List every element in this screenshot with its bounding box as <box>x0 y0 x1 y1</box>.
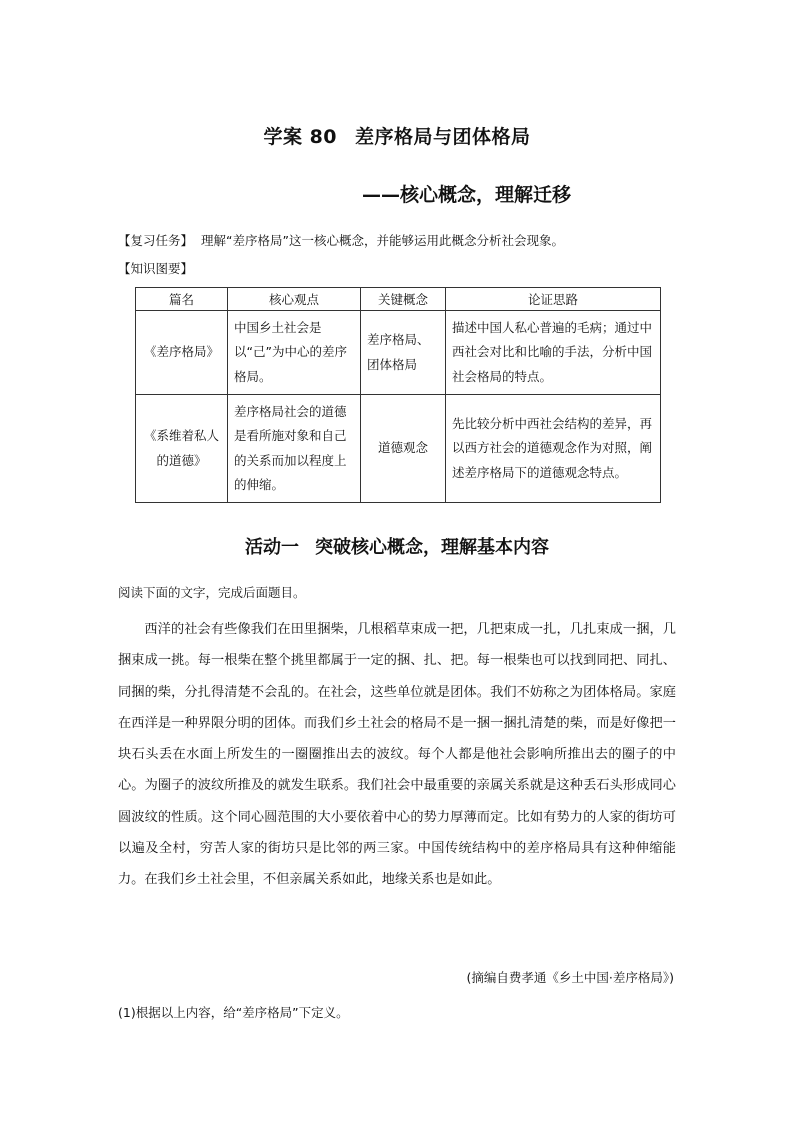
reading-instruction: 阅读下面的文字，完成后面题目。 <box>118 585 306 600</box>
table-header-row <box>136 288 661 311</box>
reading-passage: 西洋的社会有些像我们在田里捆柴，几根稻草束成一把，几把束成一扎，几扎束成一捆，几捆束成一挑。每一根柴在整个挑里都属于一定的捆、扎、把。每一根柴也可以找到同把、同扎、同捆的柴，分扎得清楚不会乱的。在社会，这些单位就是团体。我们不妨称之为团体格局。家庭在西洋是一种界限分明的团体。而我们乡土社会的格局不是一捆一捆扎清楚的柴，而是好像把一块石头丢在水面上所发生的一圈圈推出去的波纹。每个人都是他社会影响所推出去的圈子的中心。为圈子的波纹所推及的就发生联系。我们社会中最重要的亲属关系就是这种丢石头形成同心圆波纹的性质。这个同心圆范围的大小要依着中心的势力厚薄而定。比如有势力的人家的街坊可以遍及全村，穷苦人家的街坊只是比邻的两三家。中国传统结构中的差序格局具有这种伸缩能力。在我们乡土社会里，不但亲属关系如此，地缘关系也是如此。 <box>118 622 676 888</box>
cell-logic: 描述中国人私心普遍的毛病；通过中西社会对比和比喻的手法，分析中国社会格局的特点。 <box>446 311 661 395</box>
review-task-tag: 【复习任务】 <box>118 233 194 248</box>
table-row <box>136 311 661 395</box>
activity-label: 活动一 <box>245 537 299 558</box>
column-header: 篇名 <box>136 288 228 311</box>
cell-title: 《系维着私人的道德》 <box>136 395 228 503</box>
table-row <box>136 395 661 503</box>
cell-title: 《差序格局》 <box>136 311 228 395</box>
cell-view: 中国乡土社会是以“己”为中心的差序格局。 <box>228 311 361 395</box>
column-header: 论证思路 <box>446 288 661 311</box>
review-task-text: 理解“差序格局”这一核心概念，并能够运用此概念分析社会现象。 <box>201 233 564 248</box>
knowledge-map-table <box>135 287 661 503</box>
passage-source: (摘编自费孝通《乡土中国·差序格局》) <box>466 970 674 985</box>
question-1: (1)根据以上内容，给“差序格局”下定义。 <box>118 1005 349 1020</box>
cell-view: 差序格局社会的道德是看所施对象和自己的关系而加以程度上的伸缩。 <box>228 395 361 503</box>
title-number: 学案 80 <box>263 126 338 148</box>
cell-logic: 先比较分析中西社会结构的差异，再以西方社会的道德观念作为对照，阐述差序格局下的道德观念特点。 <box>446 395 661 503</box>
page-title <box>0 122 794 149</box>
review-task <box>118 232 564 250</box>
cell-concept: 道德观念 <box>361 395 446 503</box>
page-subtitle: ——核心概念，理解迁移 <box>362 184 572 206</box>
activity-heading <box>0 533 794 559</box>
activity-title: 突破核心概念，理解基本内容 <box>315 537 549 558</box>
column-header: 关键概念 <box>361 288 446 311</box>
column-header: 核心观点 <box>228 288 361 311</box>
knowledge-map-tag: 【知识图要】 <box>118 261 194 276</box>
title-text: 差序格局与团体格局 <box>355 126 531 148</box>
cell-concept: 差序格局、团体格局 <box>361 311 446 395</box>
